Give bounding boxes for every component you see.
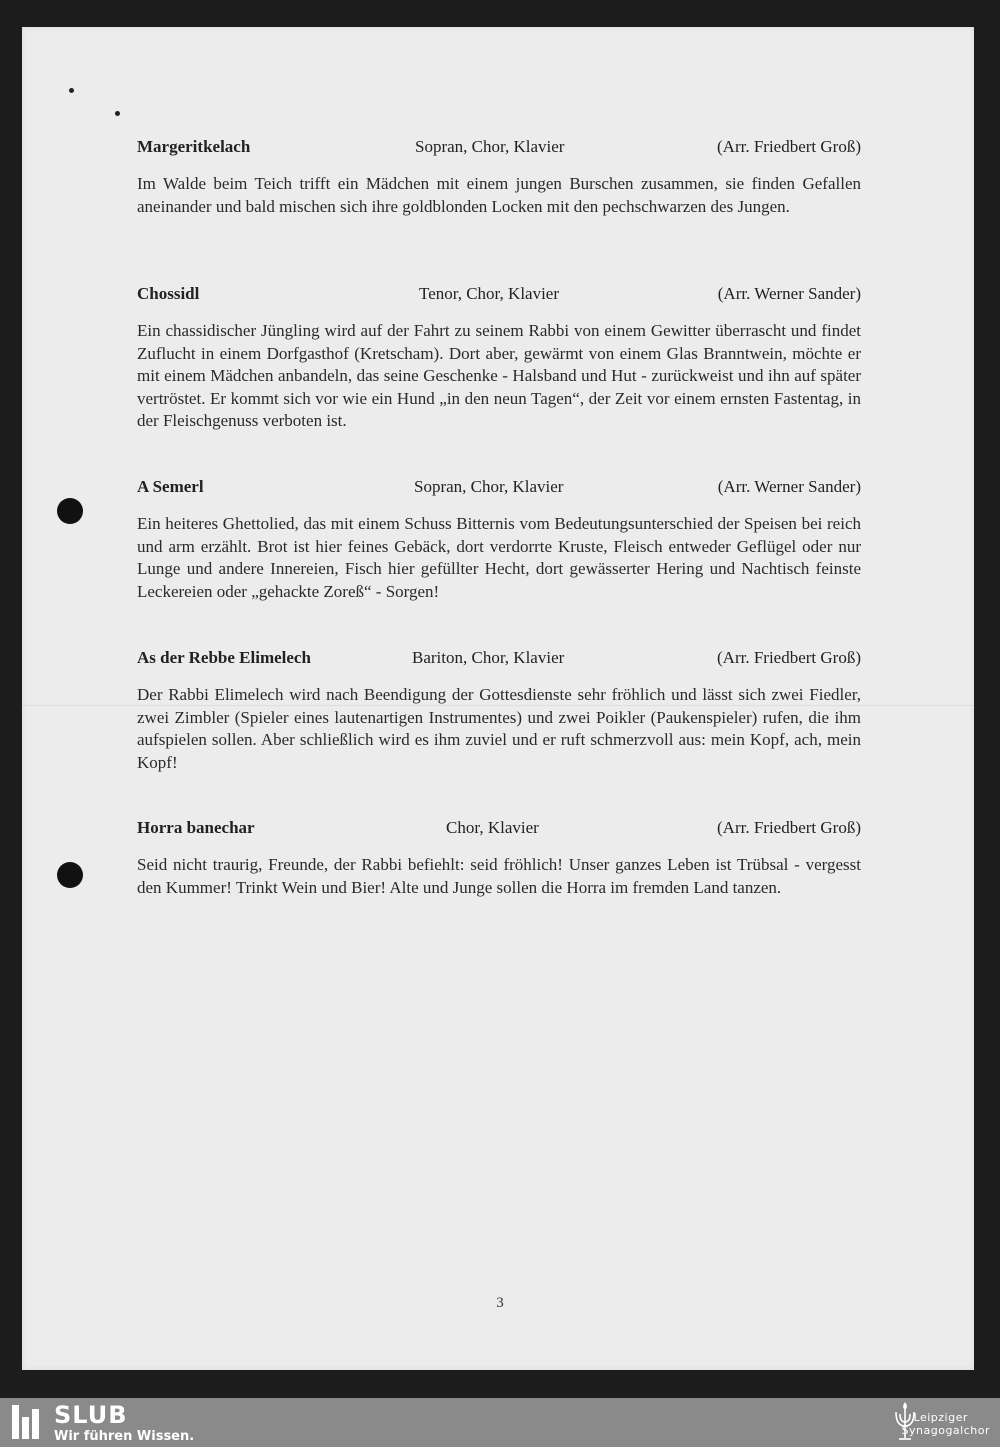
punch-hole (57, 862, 83, 888)
song-voices: Bariton, Chor, Klavier (412, 648, 565, 667)
song-title: Margeritkelach (137, 137, 251, 156)
song-description: Der Rabbi Elimelech wird nach Beendigung der Gottesdienste sehr fröhlich und lässt sich zwei Fiedler, zwei Zimbler (Spieler eines lautenartigen Instrumentes) und zwei Poikler (Paukenspieler) rufen, die ihm aufspielen sollen. Aber schließlich wird es ihm zuviel und er ruft schmerzvoll aus: mein Kopf, ach, mein Kopf! (137, 685, 861, 772)
song-title: Horra banechar (137, 818, 255, 837)
song-entry (137, 284, 861, 433)
partner-line-1: Leipziger (913, 1411, 968, 1424)
song-description: Ein heiteres Ghettolied, das mit einem Schuss Bitternis vom Bedeutungsunterschied der Speisen bei reich und arm erzählt. Brot ist hier feines Gebäck, dort verdorrte Kruste, Fleisch entweder Geflügel oder nur Lunge und andere Innereien, Fisch hier gefüllter Hecht, dort gewässerter Hering und Nachtisch feinste Leckereien oder „gehackte Zoreß“ - Sorgen! (137, 514, 861, 601)
song-header (137, 818, 861, 842)
song-arranger: (Arr. Werner Sander) (717, 284, 861, 303)
song-voices: Tenor, Chor, Klavier (419, 284, 560, 303)
speck-mark (115, 111, 120, 116)
song-header (137, 648, 861, 672)
song-arranger: (Arr. Werner Sander) (717, 477, 861, 496)
song-header (137, 284, 861, 308)
song-title: Chossidl (137, 284, 200, 303)
song-title: A Semerl (137, 477, 204, 496)
brand-tagline: Wir führen Wissen. (54, 1429, 195, 1444)
song-arranger: (Arr. Friedbert Groß) (717, 648, 861, 667)
song-header (137, 477, 861, 501)
partner-line-2: Synagogalchor (901, 1424, 990, 1437)
song-title: As der Rebbe Elimelech (137, 648, 311, 667)
song-entry (137, 648, 861, 774)
song-entry (137, 818, 861, 899)
song-description: Ein chassidischer Jüngling wird auf der Fahrt zu seinem Rabbi von einem Gewitter überrascht und findet Zuflucht in einem Dorfgasthof (Kretscham). Dort aber, gewärmt von einem Glas Branntwein, möchte er mit einem Mädchen anbandeln, das seine Geschenke - Halsband und Hut - zurückweist und ihn auf später vertröstet. Er kommt sich vor wie ein Hund „in den neun Tagen“, der Zeit vor einem ernsten Fastentag, in der Fleischgenuss verboten ist. (137, 321, 861, 430)
song-arranger: (Arr. Friedbert Groß) (717, 137, 861, 156)
song-voices: Sopran, Chor, Klavier (415, 137, 565, 156)
slub-logo-icon (12, 1405, 46, 1439)
song-entry (137, 137, 861, 218)
song-voices: Chor, Klavier (446, 818, 539, 837)
song-entry (137, 477, 861, 603)
song-description: Im Walde beim Teich trifft ein Mädchen mit einem jungen Burschen zusammen, sie finden Gefallen aneinander und bald mischen sich ihre goldblonden Locken mit den pechschwarzen des Jungen. (137, 174, 861, 216)
footer-bar (0, 1398, 1000, 1447)
brand-name: SLUB (54, 1401, 128, 1429)
punch-hole (57, 498, 83, 524)
song-header (137, 137, 861, 161)
song-voices: Sopran, Chor, Klavier (414, 477, 564, 496)
partner-name (902, 1411, 990, 1437)
page-number: 3 (496, 1295, 504, 1311)
speck-mark (69, 88, 74, 93)
song-description: Seid nicht traurig, Freunde, der Rabbi befiehlt: seid fröhlich! Unser ganzes Leben ist Trübsal - vergesst den Kummer! Trinkt Wein und Bier! Alte und Junge sollen die Horra im fremden Land tanzen. (137, 855, 861, 897)
song-arranger: (Arr. Friedbert Groß) (717, 818, 861, 837)
